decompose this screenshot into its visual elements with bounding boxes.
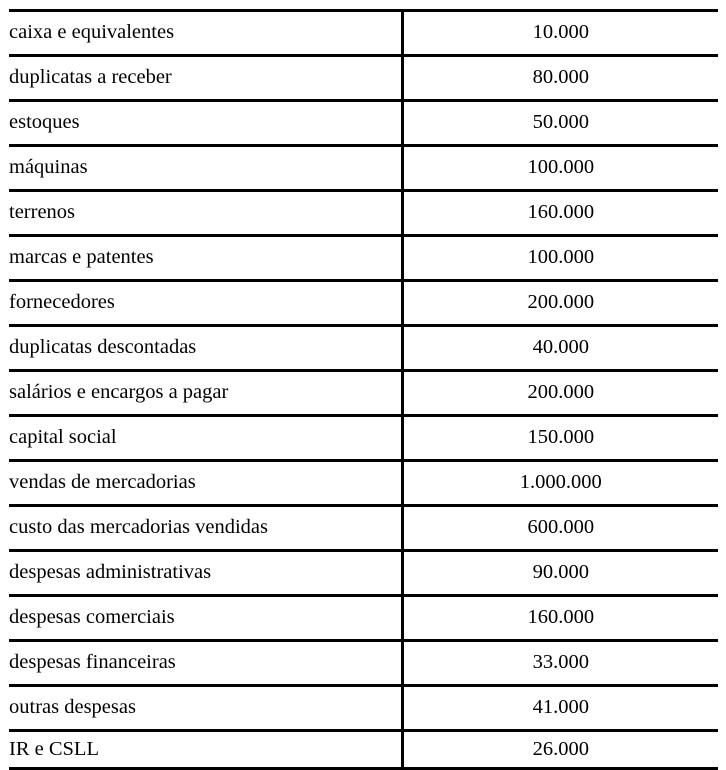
account-amount-cell: 40.000: [402, 326, 718, 371]
account-name-cell: despesas financeiras: [9, 641, 402, 686]
account-name-cell: terrenos: [9, 191, 402, 236]
account-amount-cell: 33.000: [402, 641, 718, 686]
table-row: [9, 101, 718, 146]
account-name-cell: máquinas: [9, 146, 402, 191]
account-name-cell: estoques: [9, 101, 402, 146]
table-row: [9, 146, 718, 191]
accounts-table-body: [9, 11, 718, 769]
account-amount-cell: 90.000: [402, 551, 718, 596]
table-row: [9, 461, 718, 506]
account-name-cell: fornecedores: [9, 281, 402, 326]
account-amount-cell: 100.000: [402, 146, 718, 191]
account-name-cell: custo das mercadorias vendidas: [9, 506, 402, 551]
table-row: [9, 686, 718, 731]
account-amount-cell: 26.000: [402, 731, 718, 769]
account-amount-cell: 1.000.000: [402, 461, 718, 506]
account-name-cell: vendas de mercadorias: [9, 461, 402, 506]
table-row: [9, 236, 718, 281]
table-row: [9, 416, 718, 461]
account-name-cell: despesas comerciais: [9, 596, 402, 641]
table-row: [9, 281, 718, 326]
accounts-table: [9, 9, 718, 770]
account-name-cell: outras despesas: [9, 686, 402, 731]
account-name-cell: salários e encargos a pagar: [9, 371, 402, 416]
table-row: [9, 731, 718, 769]
account-name-cell: capital social: [9, 416, 402, 461]
table-row: [9, 371, 718, 416]
account-amount-cell: 100.000: [402, 236, 718, 281]
account-amount-cell: 41.000: [402, 686, 718, 731]
account-amount-cell: 80.000: [402, 56, 718, 101]
account-name-cell: caixa e equivalentes: [9, 11, 402, 56]
account-name-cell: duplicatas a receber: [9, 56, 402, 101]
account-name-cell: marcas e patentes: [9, 236, 402, 281]
table-row: [9, 56, 718, 101]
table-row: [9, 326, 718, 371]
account-amount-cell: 200.000: [402, 281, 718, 326]
table-row: [9, 506, 718, 551]
table-row: [9, 596, 718, 641]
account-amount-cell: 200.000: [402, 371, 718, 416]
account-amount-cell: 50.000: [402, 101, 718, 146]
account-amount-cell: 160.000: [402, 596, 718, 641]
account-name-cell: despesas administrativas: [9, 551, 402, 596]
table-row: [9, 641, 718, 686]
table-row: [9, 191, 718, 236]
account-amount-cell: 150.000: [402, 416, 718, 461]
account-amount-cell: 160.000: [402, 191, 718, 236]
account-name-cell: IR e CSLL: [9, 731, 402, 769]
account-amount-cell: 10.000: [402, 11, 718, 56]
account-amount-cell: 600.000: [402, 506, 718, 551]
account-name-cell: duplicatas descontadas: [9, 326, 402, 371]
table-row: [9, 11, 718, 56]
table-row: [9, 551, 718, 596]
